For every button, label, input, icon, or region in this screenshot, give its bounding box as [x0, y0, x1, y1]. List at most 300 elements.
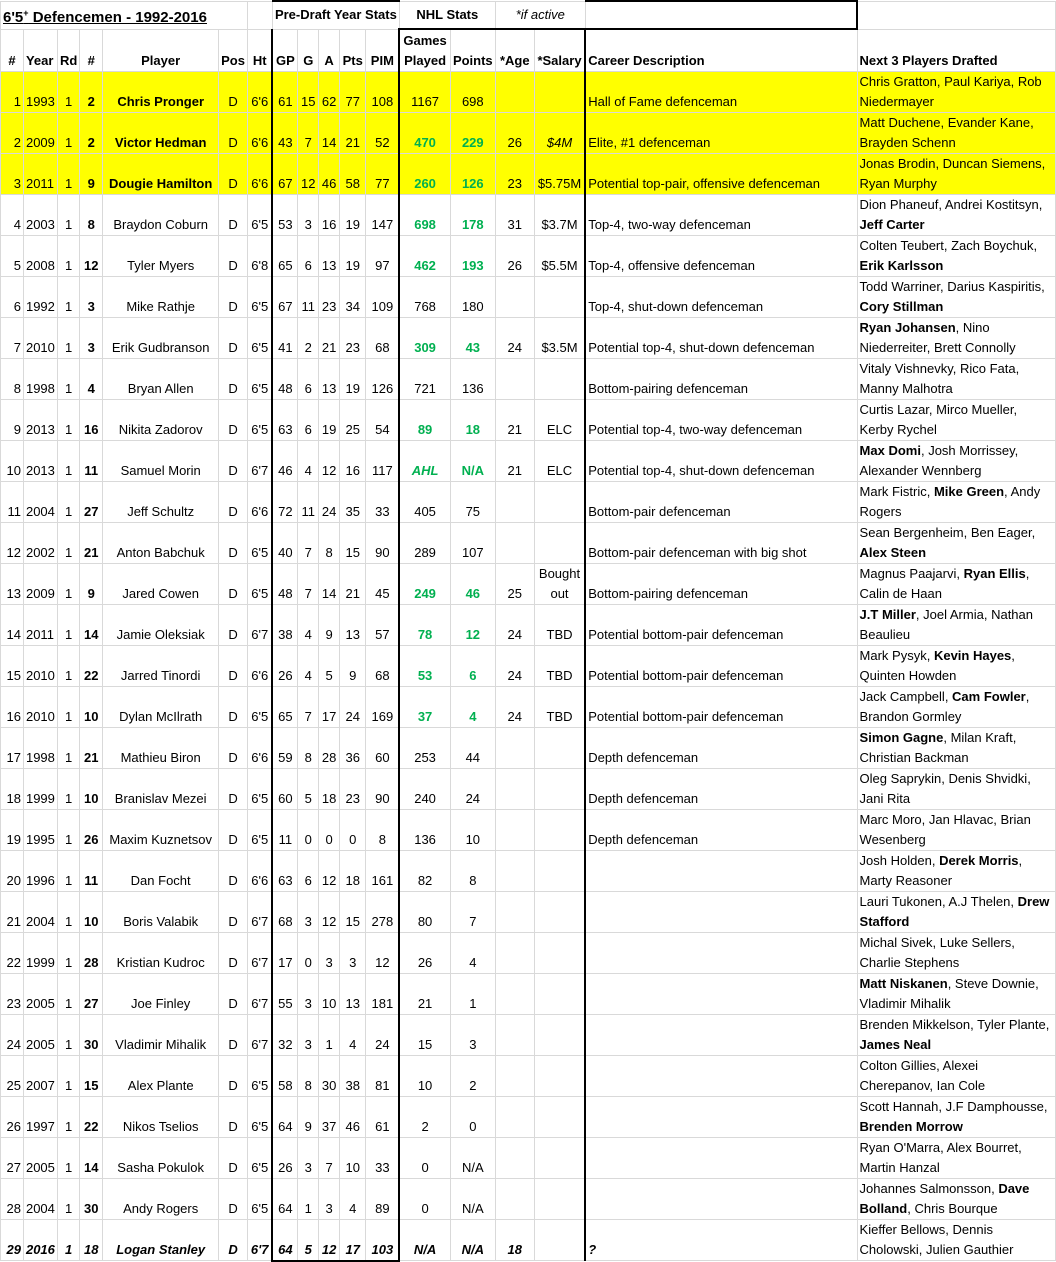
salary: [534, 1015, 585, 1056]
draft-round: 1: [57, 933, 79, 974]
drafted-player: Zach Boychuk: [951, 238, 1034, 253]
salary: ELC: [534, 441, 585, 482]
pre-assists: 46: [319, 154, 340, 195]
row-index: 9: [1, 400, 24, 441]
pre-pim: 68: [366, 318, 399, 359]
nhl-points: 8: [450, 851, 495, 892]
pre-goals: 7: [298, 523, 319, 564]
row-index: 11: [1, 482, 24, 523]
player-name: Vladimir Mihalik: [103, 1015, 219, 1056]
salary: [534, 933, 585, 974]
player-name: Erik Gudbranson: [103, 318, 219, 359]
drafted-player: Drew Stafford: [859, 894, 1050, 929]
salary: Bought out: [534, 564, 585, 605]
salary: [534, 728, 585, 769]
age: [495, 769, 534, 810]
pre-goals: 5: [298, 769, 319, 810]
drafted-player: Paul Kariya: [944, 74, 1011, 89]
drafted-player: Luke Sellers: [939, 935, 1012, 950]
pre-pim: 89: [366, 1179, 399, 1220]
pre-pim: 126: [366, 359, 399, 400]
drafted-player: Ben Eager: [970, 525, 1032, 540]
pre-gp: 68: [272, 892, 297, 933]
pre-assists: 37: [319, 1097, 340, 1138]
pre-goals: 7: [298, 687, 319, 728]
table-row: [1, 441, 1056, 482]
row-index: 4: [1, 195, 24, 236]
pre-gp: 55: [272, 974, 297, 1015]
pre-points: 19: [340, 195, 366, 236]
player-name: Tyler Myers: [103, 236, 219, 277]
next-drafted: Oleg Saprykin, Denis Shvidki, Jani Rita: [857, 769, 1055, 810]
row-index: 17: [1, 728, 24, 769]
col-age: *Age: [495, 29, 534, 72]
drafted-player: Mike Green: [933, 484, 1005, 499]
drafted-player: Mark Pysyk: [859, 648, 927, 663]
career-description: Bottom-pairing defenceman: [585, 564, 857, 605]
nhl-points: 24: [450, 769, 495, 810]
age: [495, 728, 534, 769]
draft-round: 1: [57, 1056, 79, 1097]
pre-points: 9: [340, 646, 366, 687]
salary: $5.5M: [534, 236, 585, 277]
pre-points: 4: [340, 1015, 366, 1056]
position: D: [219, 318, 248, 359]
nhl-points: 10: [450, 810, 495, 851]
player-name: Chris Pronger: [103, 72, 219, 113]
nhl-games: 82: [399, 851, 450, 892]
drafted-player: Nino Niederreiter: [859, 320, 990, 355]
drafted-player: Chris Gratton: [859, 74, 937, 89]
nhl-points: 180: [450, 277, 495, 318]
pre-points: 17: [340, 1220, 366, 1261]
draft-round: 1: [57, 154, 79, 195]
col-next-drafted: Next 3 Players Drafted: [857, 29, 1055, 72]
table-row: [1, 933, 1056, 974]
height: 6'5: [247, 564, 272, 605]
pre-goals: 12: [298, 154, 319, 195]
nhl-games: 768: [399, 277, 450, 318]
draft-year: 2010: [23, 687, 57, 728]
draft-round: 1: [57, 646, 79, 687]
nhl-games: 260: [399, 154, 450, 195]
age: [495, 72, 534, 113]
age: [495, 359, 534, 400]
draft-round: 1: [57, 851, 79, 892]
height: 6'7: [247, 1015, 272, 1056]
nhl-games: 21: [399, 974, 450, 1015]
next-drafted: Chris Gratton, Paul Kariya, Rob Niedermayer: [857, 72, 1055, 113]
pre-gp: 72: [272, 482, 297, 523]
pre-assists: 28: [319, 728, 340, 769]
drafted-player: Josh Morrissey: [928, 443, 1015, 458]
pre-gp: 61: [272, 72, 297, 113]
draft-pick: 15: [80, 1056, 103, 1097]
pre-gp: 64: [272, 1097, 297, 1138]
career-description: [585, 974, 857, 1015]
player-name: Samuel Morin: [103, 441, 219, 482]
pre-gp: 60: [272, 769, 297, 810]
player-name: Dougie Hamilton: [103, 154, 219, 195]
drafted-player: Alexei Cherepanov: [859, 1058, 979, 1093]
career-description: Depth defenceman: [585, 728, 857, 769]
table-row: [1, 359, 1056, 400]
pre-goals: 1: [298, 1179, 319, 1220]
pre-assists: 30: [319, 1056, 340, 1097]
row-index: 16: [1, 687, 24, 728]
drafted-player: Jonas Brodin: [859, 156, 936, 171]
drafted-player: Rico Fata: [960, 361, 1016, 376]
next-drafted: Mark Pysyk, Kevin Hayes, Quinten Howden: [857, 646, 1055, 687]
pre-goals: 6: [298, 359, 319, 400]
drafted-player: Mark Fistric: [859, 484, 927, 499]
drafted-player: Jack Campbell: [859, 689, 945, 704]
age: 21: [495, 400, 534, 441]
draft-round: 1: [57, 523, 79, 564]
height: 6'5: [247, 195, 272, 236]
age: 21: [495, 441, 534, 482]
draft-pick: 9: [80, 564, 103, 605]
age: [495, 1056, 534, 1097]
next-drafted: Michal Sivek, Luke Sellers, Charlie Stephens: [857, 933, 1055, 974]
nhl-points: 4: [450, 933, 495, 974]
nhl-games: 26: [399, 933, 450, 974]
drafted-player: Dave Bolland: [859, 1181, 1030, 1216]
draft-round: 1: [57, 1179, 79, 1220]
draft-round: 1: [57, 318, 79, 359]
player-name: Anton Babchuk: [103, 523, 219, 564]
pre-assists: 21: [319, 318, 340, 359]
age: [495, 1138, 534, 1179]
col-nhl-games: Games Played: [399, 29, 450, 72]
pre-assists: 12: [319, 892, 340, 933]
draft-round: 1: [57, 441, 79, 482]
table-row: [1, 769, 1056, 810]
drafted-player: Steve Downie: [954, 976, 1036, 991]
row-index: 7: [1, 318, 24, 359]
next-drafted: Colten Teubert, Zach Boychuk, Erik Karlsson: [857, 236, 1055, 277]
nhl-games: 253: [399, 728, 450, 769]
height: 6'7: [247, 605, 272, 646]
table-row: [1, 195, 1056, 236]
drafted-player: Brian Wesenberg: [859, 812, 1031, 847]
pre-points: 3: [340, 933, 366, 974]
table-row: [1, 1097, 1056, 1138]
pre-goals: 6: [298, 851, 319, 892]
draft-year: 1996: [23, 851, 57, 892]
row-index: 22: [1, 933, 24, 974]
player-name: Braydon Coburn: [103, 195, 219, 236]
pre-points: 18: [340, 851, 366, 892]
table-row: [1, 687, 1056, 728]
col-year: Year: [23, 29, 57, 72]
col-salary: *Salary: [534, 29, 585, 72]
draft-pick: 10: [80, 687, 103, 728]
height: 6'6: [247, 482, 272, 523]
nhl-games: 462: [399, 236, 450, 277]
drafted-player: Todd Warriner: [859, 279, 940, 294]
draft-pick: 27: [80, 974, 103, 1015]
pre-gp: 48: [272, 564, 297, 605]
nhl-points: 193: [450, 236, 495, 277]
pre-points: 19: [340, 359, 366, 400]
position: D: [219, 113, 248, 154]
pre-gp: 41: [272, 318, 297, 359]
row-index: 12: [1, 523, 24, 564]
nhl-points: 107: [450, 523, 495, 564]
player-name: Alex Plante: [103, 1056, 219, 1097]
nhl-points: 4: [450, 687, 495, 728]
drafted-player: Scott Hannah: [859, 1099, 939, 1114]
career-description: [585, 1056, 857, 1097]
career-description: Hall of Fame defenceman: [585, 72, 857, 113]
draft-round: 1: [57, 72, 79, 113]
height: 6'5: [247, 1056, 272, 1097]
row-index: 13: [1, 564, 24, 605]
col-pick: #: [80, 29, 103, 72]
career-description: Depth defenceman: [585, 769, 857, 810]
pre-pim: 57: [366, 605, 399, 646]
pre-points: 4: [340, 1179, 366, 1220]
position: D: [219, 195, 248, 236]
player-name: Dylan McIlrath: [103, 687, 219, 728]
height: 6'8: [247, 236, 272, 277]
player-name: Jamie Oleksiak: [103, 605, 219, 646]
pre-pim: 52: [366, 113, 399, 154]
nhl-points: N/A: [450, 1179, 495, 1220]
draft-round: 1: [57, 236, 79, 277]
drafted-player: Ryan Murphy: [859, 176, 937, 191]
draft-pick: 21: [80, 523, 103, 564]
age: [495, 810, 534, 851]
age: 24: [495, 318, 534, 359]
next-drafted: Sean Bergenheim, Ben Eager, Alex Steen: [857, 523, 1055, 564]
pre-gp: 38: [272, 605, 297, 646]
pre-goals: 0: [298, 933, 319, 974]
drafted-player: Brenden Morrow: [859, 1119, 963, 1134]
next-drafted: Todd Warriner, Darius Kaspiritis, Cory Stillman: [857, 277, 1055, 318]
nhl-games: 1167: [399, 72, 450, 113]
pre-gp: 11: [272, 810, 297, 851]
salary: $5.75M: [534, 154, 585, 195]
position: D: [219, 1179, 248, 1220]
height: 6'6: [247, 728, 272, 769]
drafted-player: Brett Connolly: [933, 340, 1016, 355]
drafted-player: Rob Niedermayer: [859, 74, 1042, 109]
salary: TBD: [534, 605, 585, 646]
draft-round: 1: [57, 113, 79, 154]
nhl-points: 1: [450, 974, 495, 1015]
salary: [534, 851, 585, 892]
position: D: [219, 892, 248, 933]
table-row: [1, 400, 1056, 441]
pre-pim: 103: [366, 1220, 399, 1261]
table-row: [1, 113, 1056, 154]
draft-pick: 30: [80, 1015, 103, 1056]
position: D: [219, 974, 248, 1015]
drafted-player: Calin de Haan: [859, 586, 942, 601]
draft-round: 1: [57, 1138, 79, 1179]
pre-pim: 169: [366, 687, 399, 728]
pre-assists: 16: [319, 195, 340, 236]
col-player: Player: [103, 29, 219, 72]
position: D: [219, 646, 248, 687]
drafted-player: Simon Gagne: [859, 730, 944, 745]
draft-year: 2011: [23, 605, 57, 646]
draft-year: 2013: [23, 441, 57, 482]
nhl-points: 75: [450, 482, 495, 523]
table-row: [1, 728, 1056, 769]
draft-round: 1: [57, 564, 79, 605]
career-description: [585, 1138, 857, 1179]
drafted-player: Sean Bergenheim: [859, 525, 964, 540]
salary: $4M: [534, 113, 585, 154]
col-a: A: [319, 29, 340, 72]
career-description: Bottom-pairing defenceman: [585, 359, 857, 400]
draft-year: 1997: [23, 1097, 57, 1138]
draft-pick: 11: [80, 851, 103, 892]
height: 6'7: [247, 892, 272, 933]
next-drafted: Matt Niskanen, Steve Downie, Vladimir Mihalik: [857, 974, 1055, 1015]
drafted-player: Martin Hanzal: [859, 1160, 940, 1175]
height: 6'5: [247, 687, 272, 728]
pre-points: 0: [340, 810, 366, 851]
pre-goals: 3: [298, 195, 319, 236]
pre-points: 21: [340, 113, 366, 154]
next-drafted: Simon Gagne, Milan Kraft, Christian Backman: [857, 728, 1055, 769]
nhl-games: 80: [399, 892, 450, 933]
nhl-games: 240: [399, 769, 450, 810]
table-row: [1, 892, 1056, 933]
career-description: [585, 851, 857, 892]
next-drafted: Kieffer Bellows, Dennis Cholowski, Julien Gauthier: [857, 1220, 1055, 1261]
position: D: [219, 523, 248, 564]
drafted-player: Michal Sivek: [859, 935, 933, 950]
player-name: Joe Finley: [103, 974, 219, 1015]
row-index: 26: [1, 1097, 24, 1138]
age: 24: [495, 687, 534, 728]
next-drafted: Curtis Lazar, Mirco Mueller, Kerby Rychel: [857, 400, 1055, 441]
pre-assists: 13: [319, 236, 340, 277]
player-name: Jared Cowen: [103, 564, 219, 605]
col-index: #: [1, 29, 24, 72]
nhl-points: 698: [450, 72, 495, 113]
pre-gp: 64: [272, 1179, 297, 1220]
pre-gp: 63: [272, 851, 297, 892]
salary: [534, 769, 585, 810]
draft-year: 2004: [23, 482, 57, 523]
player-name: Logan Stanley: [103, 1220, 219, 1261]
pre-pim: 90: [366, 769, 399, 810]
col-pts: Pts: [340, 29, 366, 72]
col-pos: Pos: [219, 29, 248, 72]
sheet-title: 6'5+ Defencemen - 1992-2016: [1, 1, 248, 29]
draft-pick: 28: [80, 933, 103, 974]
draft-pick: 11: [80, 441, 103, 482]
player-name: Boris Valabik: [103, 892, 219, 933]
next-drafted: Dion Phaneuf, Andrei Kostitsyn, Jeff Carter: [857, 195, 1055, 236]
pre-gp: 17: [272, 933, 297, 974]
height: 6'5: [247, 318, 272, 359]
nhl-points: 46: [450, 564, 495, 605]
career-description: Bottom-pair defenceman: [585, 482, 857, 523]
age: 25: [495, 564, 534, 605]
pre-pim: 108: [366, 72, 399, 113]
draft-year: 2009: [23, 113, 57, 154]
drafted-player: Charlie Stephens: [859, 955, 960, 970]
table-row: [1, 482, 1056, 523]
next-drafted: Jonas Brodin, Duncan Siemens, Ryan Murphy: [857, 154, 1055, 195]
age: [495, 974, 534, 1015]
row-index: 5: [1, 236, 24, 277]
pre-gp: 53: [272, 195, 297, 236]
age: 24: [495, 605, 534, 646]
nhl-group-header: NHL Stats: [399, 1, 495, 29]
row-index: 8: [1, 359, 24, 400]
nhl-games: 309: [399, 318, 450, 359]
pre-pim: 54: [366, 400, 399, 441]
drafted-player: Andrei Kostitsyn: [944, 197, 1039, 212]
row-index: 28: [1, 1179, 24, 1220]
pre-goals: 4: [298, 646, 319, 687]
pre-goals: 15: [298, 72, 319, 113]
row-index: 1: [1, 72, 24, 113]
salary: [534, 523, 585, 564]
drafted-player: Johannes Salmonsson: [859, 1181, 992, 1196]
pre-assists: 1: [319, 1015, 340, 1056]
pre-goals: 9: [298, 1097, 319, 1138]
next-drafted: Scott Hannah, J.F Damphousse, Brenden Morrow: [857, 1097, 1055, 1138]
nhl-games: 698: [399, 195, 450, 236]
position: D: [219, 810, 248, 851]
table-row: [1, 72, 1056, 113]
table-row: [1, 523, 1056, 564]
career-description: Top-4, shut-down defenceman: [585, 277, 857, 318]
career-description: [585, 892, 857, 933]
salary: [534, 892, 585, 933]
height: 6'6: [247, 646, 272, 687]
pre-points: 34: [340, 277, 366, 318]
draft-year: 2005: [23, 1015, 57, 1056]
salary: ELC: [534, 400, 585, 441]
pre-pim: 33: [366, 482, 399, 523]
pre-points: 38: [340, 1056, 366, 1097]
nhl-points: 229: [450, 113, 495, 154]
career-description: Elite, #1 defenceman: [585, 113, 857, 154]
next-drafted: Colton Gillies, Alexei Cherepanov, Ian Cole: [857, 1056, 1055, 1097]
draft-pick: 9: [80, 154, 103, 195]
drafted-player: Julien Gauthier: [926, 1242, 1014, 1257]
draft-year: 1992: [23, 277, 57, 318]
pre-assists: 0: [319, 810, 340, 851]
nhl-points: N/A: [450, 1138, 495, 1179]
drafted-player: Quinten Howden: [859, 668, 957, 683]
next-drafted: Ryan Johansen, Nino Niederreiter, Brett Connolly: [857, 318, 1055, 359]
pre-gp: 58: [272, 1056, 297, 1097]
pre-points: 25: [340, 400, 366, 441]
nhl-points: 44: [450, 728, 495, 769]
height: 6'5: [247, 1097, 272, 1138]
nhl-points: N/A: [450, 1220, 495, 1261]
drafted-player: J.F Damphousse: [945, 1099, 1044, 1114]
drafted-player: Andy Rogers: [859, 484, 1041, 519]
pre-goals: 6: [298, 400, 319, 441]
salary: [534, 1220, 585, 1261]
pre-assists: 19: [319, 400, 340, 441]
pre-assists: 24: [319, 482, 340, 523]
draft-year: 2007: [23, 1056, 57, 1097]
draft-round: 1: [57, 1097, 79, 1138]
